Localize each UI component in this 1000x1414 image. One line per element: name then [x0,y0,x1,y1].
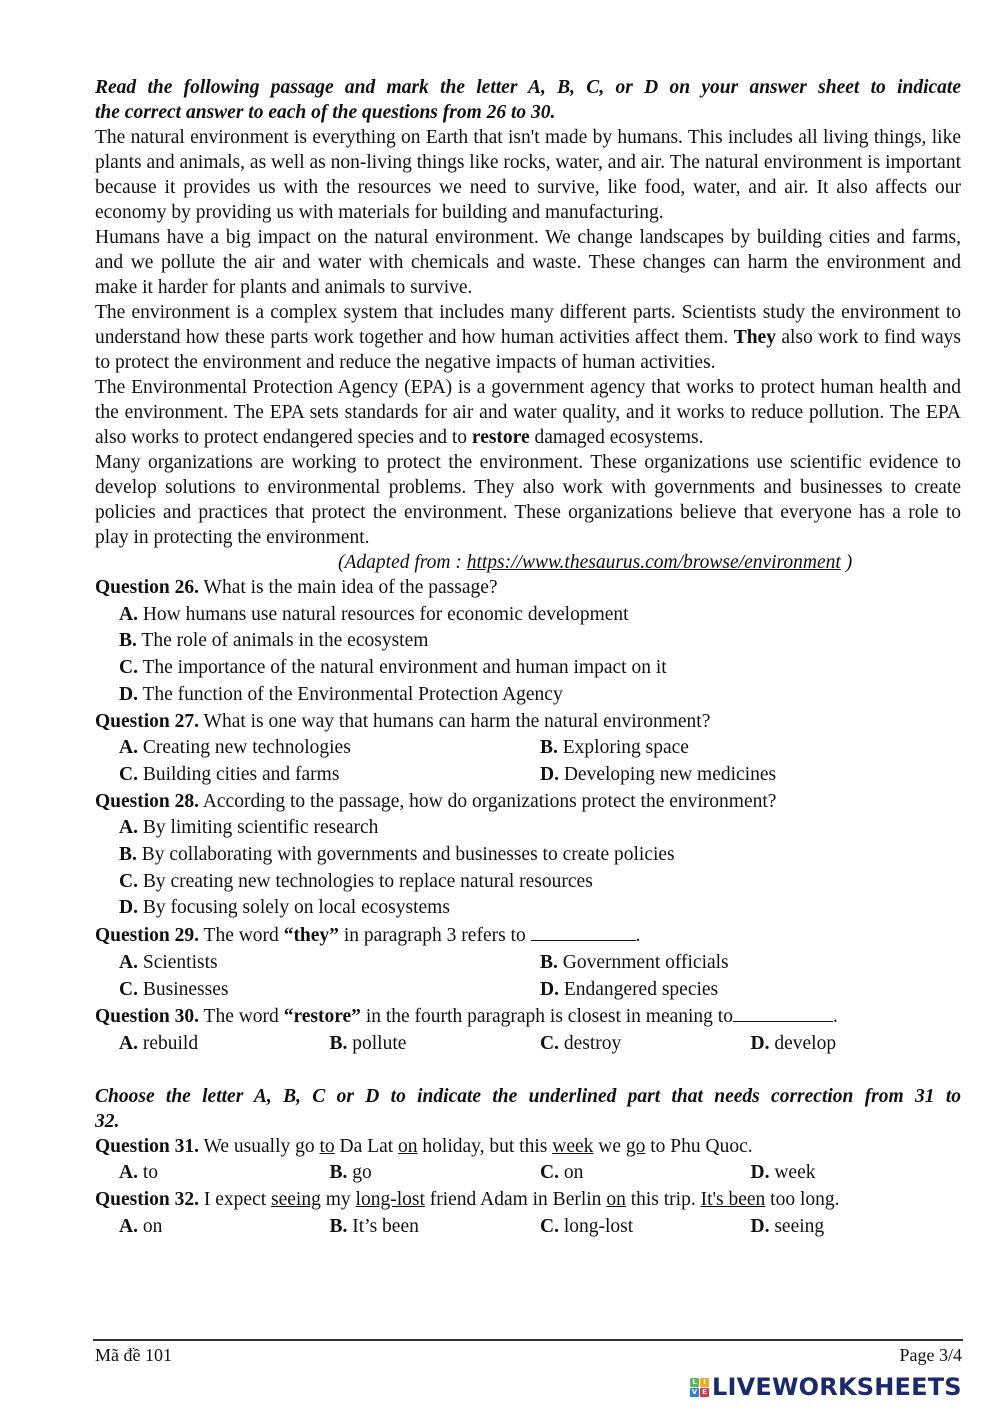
option-26-c[interactable] [95,655,961,682]
reading-instruction-line1: Read the following passage and mark the letter A, B, C, or D on your answer sheet to indicate [95,77,961,98]
underlined-part: seeing [271,1189,321,1211]
logo-tile: E [700,1388,709,1397]
option-letter: A. [119,737,138,759]
underlined-part: It's been [700,1189,766,1211]
question-text: What is the main idea of the passage? [199,577,498,598]
option-letter: D. [750,1215,770,1237]
option-30-b[interactable] [330,1031,541,1058]
option-28-a[interactable] [95,815,961,842]
logo-tiles-icon [690,1378,709,1397]
options-row [95,762,961,789]
page-number: Page 3/4 [899,1345,962,1365]
option-28-c[interactable] [95,869,961,896]
option-31-b[interactable] [330,1160,541,1187]
option-letter: C. [540,1162,559,1184]
option-text: Exploring space [557,737,689,759]
option-text: Creating new technologies [137,737,351,759]
option-text: The function of the Environmental Protection Agency [137,683,563,705]
option-26-b[interactable] [95,628,961,655]
sentence-text: We usually go [199,1135,320,1157]
bold-word-they: They [733,327,776,348]
question-text: The word [199,925,284,947]
option-text: long-lost [558,1215,634,1237]
sentence-text: holiday, but this [417,1135,553,1157]
option-text: It’s been [347,1215,419,1237]
option-text: on [558,1162,584,1184]
question-32 [95,1187,961,1214]
option-text: on [137,1215,163,1237]
question-label: Question 29. [95,925,200,947]
logo-tile: L [690,1378,699,1387]
option-letter: C. [540,1032,559,1054]
question-label: Question 27. [95,710,200,732]
underlined-part: week [552,1135,594,1157]
underlined-part: on [606,1189,626,1211]
option-letter: A. [119,1032,138,1054]
option-letter: B. [119,844,137,866]
question-text-end: in paragraph 3 refers to [338,925,531,947]
option-30-a[interactable] [119,1031,330,1058]
option-31-d[interactable] [751,1160,962,1187]
logo-tile: I [700,1378,709,1387]
options-row [95,735,961,762]
options-row [95,1031,961,1058]
options-row [95,1160,961,1187]
option-27-d[interactable] [540,762,961,789]
question-label: Question 31. [95,1135,200,1157]
option-text: Endangered species [558,978,719,1000]
option-letter: B. [329,1215,348,1237]
question-label: Question 26. [95,577,200,598]
sentence-text: I expect [199,1189,272,1211]
options-row [95,950,961,977]
sentence-text: my [320,1189,356,1211]
reading-instruction-line2: the correct answer to each of the questions from 26 to 30. [95,102,556,123]
exam-code: Mã đề 101 [95,1345,172,1365]
option-letter: C. [119,763,138,785]
option-32-a[interactable] [119,1214,330,1241]
worksheet-page [95,75,961,1240]
option-letter: D. [750,1032,770,1054]
passage-paragraph-3 [95,300,961,375]
option-text: Scientists [137,951,218,973]
option-27-a[interactable] [119,735,540,762]
option-text: seeing [769,1215,825,1237]
option-28-b[interactable] [95,842,961,869]
option-30-c[interactable] [540,1031,751,1058]
option-letter: A. [119,817,138,839]
options-row [95,977,961,1004]
option-31-c[interactable] [540,1160,751,1187]
option-letter: A. [119,1162,138,1184]
passage-paragraph-1: The natural environment is everything on Earth that isn't made by humans. This includes all living things, like plants and animals, as well as non-living things like rocks, water, and air. The natural environment is important because it provides us with the resources we need to survive, like food, water, and air. It also affects our economy by providing us with materials for building and manufacturing. [95,127,961,223]
source-prefix: (Adapted from : [338,552,467,573]
passage-source [95,550,961,575]
option-text: By creating new technologies to replace natural resources [137,870,593,892]
option-letter: D. [119,897,138,919]
passage-paragraph-5: Many organizations are working to protect the environment. These organizations use scientific evidence to develop solutions to environmental problems. They also work with governments and businesses to create policies and practices that protect the environment. These organizations believe that everyone has a role to play in protecting the environment. [95,452,961,548]
paragraph-4-text-end: damaged ecosystems. [529,427,704,448]
question-27 [95,709,961,736]
underlined-part: on [398,1135,418,1157]
option-letter: B. [119,630,137,652]
sentence-text: friend Adam in Berlin [424,1189,607,1211]
sentence-text: this trip. [625,1189,701,1211]
question-text: What is one way that humans can harm the natural environment? [199,710,711,732]
option-text: to [137,1162,159,1184]
option-letter: B. [329,1162,348,1184]
passage-paragraph-2: Humans have a big impact on the natural environment. We change landscapes by building cities and farms, and we pollute the air and water with chemicals and waste. These changes can harm the environment and make it harder for plants and animals to survive. [95,227,961,298]
option-text: The importance of the natural environment and human impact on it [137,657,667,679]
question-text: The word [199,1006,284,1028]
option-letter: B. [540,737,558,759]
option-letter: A. [119,603,138,625]
option-text: By focusing solely on local ecosystems [137,897,450,919]
paragraph-3-text-end: also work to find ways to protect the environment and reduce the negative impacts of human activities. [95,327,961,373]
option-text: How humans use natural resources for economic development [137,603,629,625]
paragraph-3-text: The environment is a complex system that includes many different parts. Scientists study the environment to understand how these parts work together and how human activities affect them. [95,302,961,348]
option-29-d[interactable] [540,977,961,1004]
quoted-word: “restore” [283,1006,361,1028]
option-31-a[interactable] [119,1160,330,1187]
option-27-b[interactable] [540,735,961,762]
sentence-text: to Phu Quoc. [645,1135,753,1157]
option-text: The role of animals in the ecosystem [136,630,429,652]
option-letter: D. [119,683,138,705]
option-letter: D. [540,763,559,785]
section-spacer [95,1058,961,1084]
option-32-b[interactable] [330,1214,541,1241]
option-26-a[interactable] [95,602,961,629]
underlined-part: to [319,1135,335,1157]
option-letter: C. [540,1215,559,1237]
source-suffix: ) [840,552,853,573]
option-32-c[interactable] [540,1214,751,1241]
option-29-c[interactable] [119,977,540,1004]
answer-blank [733,1003,833,1022]
answer-blank [531,922,636,941]
option-text: By limiting scientific research [137,817,379,839]
option-letter: A. [119,951,138,973]
question-30 [95,1003,961,1031]
option-27-c[interactable] [119,762,540,789]
option-text: rebuild [137,1032,199,1054]
question-text-end: in the fourth paragraph is closest in meaning to [360,1006,733,1028]
option-28-d[interactable] [95,895,961,922]
quoted-word: “they” [283,925,339,947]
option-29-a[interactable] [119,950,540,977]
question-26 [95,575,961,602]
option-30-d[interactable] [751,1031,962,1058]
bold-word-restore: restore [471,427,530,448]
paragraph-4-text: The Environmental Protection Agency (EPA) is a government agency that works to protect human health and the environment. The EPA sets standards for air and water quality, and it works to reduce pollution. The EPA also works to protect endangered species and to [95,377,961,448]
options-row [95,1214,961,1241]
option-text: go [347,1162,372,1184]
option-text: destroy [558,1032,622,1054]
option-text: By collaborating with governments and businesses to create policies [136,844,675,866]
option-letter: B. [329,1032,348,1054]
question-28 [95,789,961,816]
option-letter: C. [119,978,138,1000]
logo-wordmark: LIVEWORKSHEETS [712,1373,962,1401]
option-letter: A. [119,1215,138,1237]
option-letter: D. [540,978,559,1000]
correction-instruction-line1: Choose the letter A, B, C or D to indicate the underlined part that needs correction from 31 to [95,1085,961,1107]
logo-tile: V [691,1388,698,1396]
option-text: develop [769,1032,837,1054]
option-letter: C. [119,657,138,679]
question-29 [95,922,961,950]
underlined-part: go [625,1135,646,1157]
option-text: Building cities and farms [137,763,340,785]
option-text: Government officials [557,951,729,973]
period: . [832,1006,838,1028]
question-label: Question 32. [95,1189,200,1211]
question-label: Question 30. [95,1006,200,1028]
underlined-part: long-lost [355,1189,425,1211]
question-31 [95,1134,961,1161]
sentence-text: Da Lat [334,1135,399,1157]
sentence-text: we [593,1135,626,1157]
liveworksheets-logo[interactable] [690,1375,962,1399]
option-letter: C. [119,870,138,892]
option-32-d[interactable] [751,1214,962,1241]
option-text: week [769,1162,816,1184]
source-link[interactable]: https://www.thesaurus.com/browse/environment [466,552,841,573]
sentence-text: too long. [765,1189,840,1211]
period: . [635,925,641,947]
correction-instruction-line2: 32. [95,1110,120,1132]
question-text: According to the passage, how do organizations protect the environment? [199,790,777,812]
option-26-d[interactable] [95,682,961,709]
option-letter: B. [540,951,558,973]
question-label: Question 28. [95,790,200,812]
passage-paragraph-4 [95,375,961,450]
option-text: Developing new medicines [558,763,777,785]
option-text: Businesses [137,978,229,1000]
option-text: pollute [347,1032,407,1054]
option-letter: D. [750,1162,770,1184]
option-29-b[interactable] [540,950,961,977]
footer-divider [93,1339,963,1341]
